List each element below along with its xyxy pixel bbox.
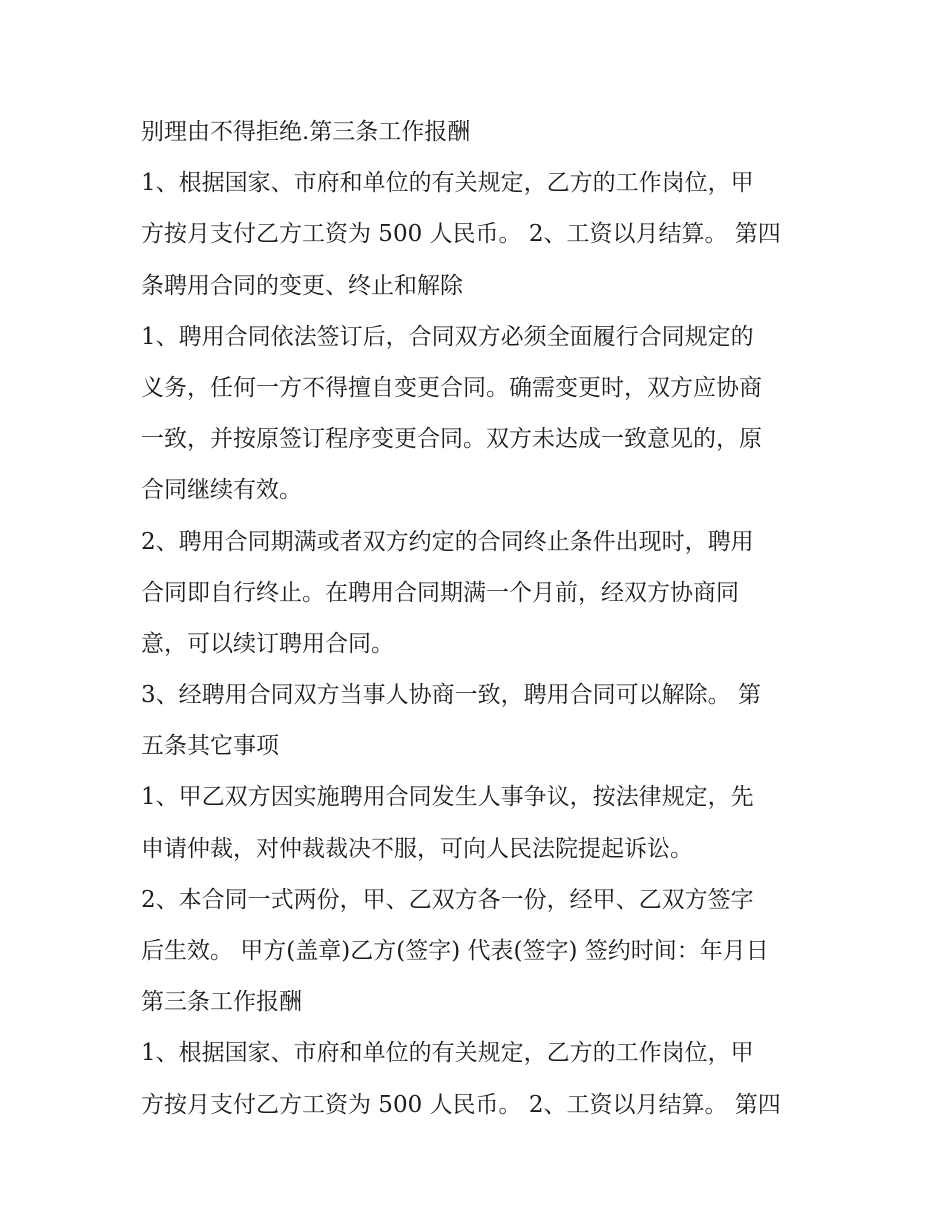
text-line: 合同继续有效。: [141, 477, 302, 504]
text-line: 条聘用合同的变更、终止和解除: [141, 272, 463, 299]
text-line: 后生效。 甲方(盖章)乙方(签字) 代表(签字) 签约时间：年月日: [141, 938, 769, 964]
text-line: 第三条工作报酬: [141, 989, 302, 1016]
text-line: 意，可以续订聘用合同。: [141, 630, 394, 657]
text-line: 2、聘用合同期满或者双方约定的合同终止条件出现时，聘用: [141, 528, 754, 555]
text-line: 1、聘用合同依法签订后，合同双方必须全面履行合同规定的: [141, 323, 754, 350]
text-line: 义务，任何一方不得擅自变更合同。确需变更时，双方应协商: [141, 374, 762, 401]
text-line: 五条其它事项: [141, 733, 279, 760]
text-line: 方按月支付乙方工资为 500 人民币。 2、工资以月结算。 第四: [141, 1091, 781, 1118]
text-line: 别理由不得拒绝.第三条工作报酬: [141, 119, 471, 145]
text-line: 1、甲乙双方因实施聘用合同发生人事争议，按法律规定，先: [141, 784, 754, 811]
text-line: 3、经聘用合同双方当事人协商一致，聘用合同可以解除。 第: [141, 682, 761, 709]
contract-body-text: [141, 107, 821, 1131]
text-line: 2、本合同一式两份，甲、乙双方各一份，经甲、乙双方签字: [141, 886, 754, 913]
text-line: 申请仲裁，对仲裁裁决不服，可向人民法院提起诉讼。: [141, 835, 693, 862]
text-line: 1、根据国家、市府和单位的有关规定，乙方的工作岗位，甲: [141, 170, 754, 197]
text-line: 方按月支付乙方工资为 500 人民币。 2、工资以月结算。 第四: [141, 221, 781, 248]
text-line: 一致，并按原签订程序变更合同。双方未达成一致意见的，原: [141, 426, 762, 453]
text-line: 1、根据国家、市府和单位的有关规定，乙方的工作岗位，甲: [141, 1040, 754, 1067]
text-line: 合同即自行终止。在聘用合同期满一个月前，经双方协商同: [141, 579, 739, 606]
